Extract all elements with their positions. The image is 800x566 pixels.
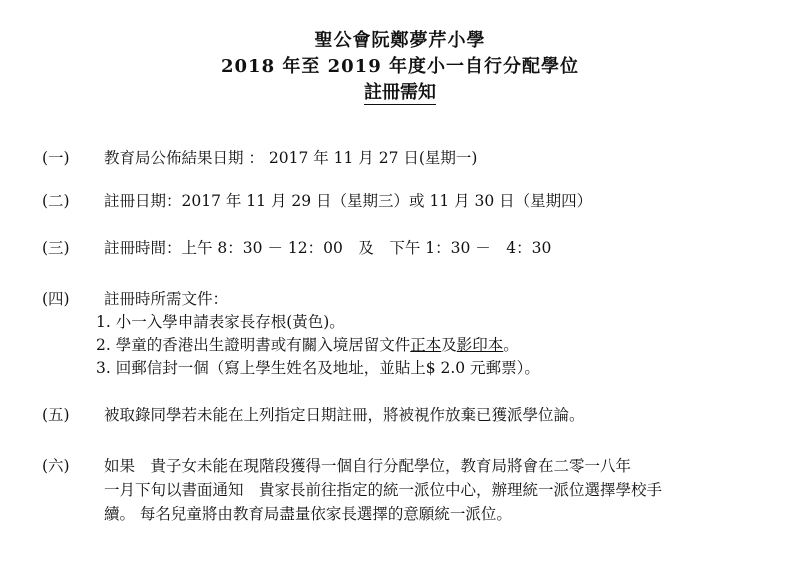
item-6 xyxy=(42,454,631,478)
item-number: (五) xyxy=(42,406,70,424)
item-3 xyxy=(42,236,551,260)
item-number: (二) xyxy=(42,192,70,210)
school-name: 聖公會阮鄭夢芹小學 xyxy=(314,30,486,51)
document-item-2-and: 及 xyxy=(441,336,457,354)
document-item-3: 3. 回郵信封一個（寫上學生姓名及地址，並貼上$ 2.0 元郵票）。 xyxy=(96,359,540,377)
item-text: 註冊時所需文件： xyxy=(104,290,229,308)
document-item-2-end: 。 xyxy=(503,336,519,354)
item-1 xyxy=(42,146,477,170)
document-item-1: 1. 小一入學申請表家長存根(黃色)。 xyxy=(96,313,345,331)
item-number: (六) xyxy=(42,457,70,475)
document-header xyxy=(0,28,800,106)
document-item-2-text: 2. 學童的香港出生證明書或有關入境居留文件 xyxy=(96,336,411,354)
item-text: 註冊日期：2017 年 11 月 29 日（星期三）或 11 月 30 日（星期四） xyxy=(104,192,593,210)
item-number: (四) xyxy=(42,290,70,308)
item-6-line-3: 續。 每名兒童將由教育局盡量依家長選擇的意願統一派位。 xyxy=(104,505,512,523)
item-number: (三) xyxy=(42,239,70,257)
item-5 xyxy=(42,403,585,427)
item-text: 被取錄同學若未能在上列指定日期註冊，將被視作放棄已獲派學位論。 xyxy=(104,406,585,424)
photocopy-underlined: 影印本 xyxy=(456,336,504,354)
item-text: 如果 貴子女未能在現階段獲得一個自行分配學位，教育局將會在二零一八年 xyxy=(104,457,632,475)
item-text: 教育局公佈結果日期 ： 2017 年 11 月 27 日(星期一) xyxy=(104,149,478,167)
item-2 xyxy=(42,189,592,213)
item-4 xyxy=(42,287,228,311)
document-subtitle: 2018 年至 2019 年度小一自行分配學位 xyxy=(221,56,579,77)
item-text: 註冊時間：上午 8：30 － 12：00 及 下午 1：30 － 4：30 xyxy=(104,239,552,257)
original-copy-underlined: 正本 xyxy=(410,336,442,354)
item-6-line-2: 一月下旬以書面通知 貴家長前往指定的統一派位中心，辦理統一派位選擇學校手 xyxy=(104,481,663,499)
document-item-2 xyxy=(96,334,519,357)
notice-title: 註冊需知 xyxy=(364,82,436,103)
item-number: (一) xyxy=(42,149,70,167)
